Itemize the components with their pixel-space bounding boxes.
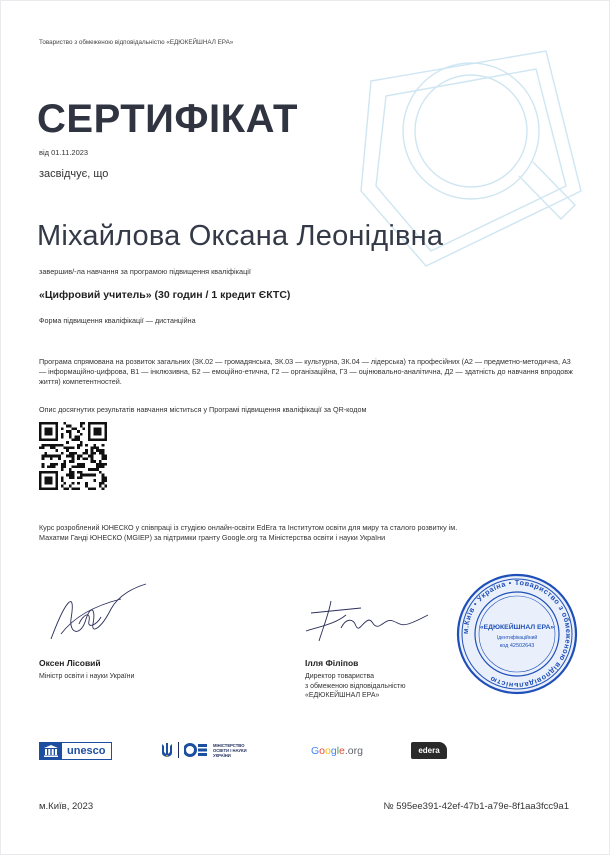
signatory-1-name: Оксен Лісовий: [39, 658, 101, 668]
google-wordmark: Google: [311, 745, 345, 757]
course-info: Курс розроблений ЮНЕСКО у співпраці із студією онлайн-освіти EdEra та Інститутом освіти для миру та сталого розвитку ім. Махатми Ганді ЮНЕСКО (MGIEP) за підтримки гранту Google.org та Міністерства освіти і науки України: [39, 523, 458, 542]
signatory-2-role-line3: «ЕДЮКЕЙШНАЛ ЕРА»: [305, 692, 380, 699]
unesco-temple-icon: [40, 743, 62, 759]
completed-text: завершив/-ла навчання за програмою підвищення кваліфікації: [39, 267, 251, 276]
city-year: м.Київ, 2023: [39, 801, 94, 812]
stamp-center-name: «ЕДЮКЕЙШНАЛ ЕРА»: [479, 624, 555, 631]
signatory-2-role-line1: Директор товариства: [305, 673, 375, 680]
ministry-divider: [178, 742, 179, 758]
official-stamp-icon: [455, 572, 579, 696]
signatory-2-role-line2: з обмеженою відповідальністю: [305, 682, 406, 690]
training-form: Форма підвищення кваліфікації — дистанційна: [39, 316, 196, 325]
certifies-text: засвідчує, що: [39, 168, 109, 180]
signature-2-icon: [301, 593, 431, 648]
qr-note: Опис досягнутих результатів навчання міститься у Програмі підвищення кваліфікації за QR-кодом: [39, 405, 367, 414]
qr-code[interactable]: [39, 422, 107, 490]
signatory-1-role: Міністр освіти і науки України: [39, 673, 135, 680]
ministry-wordmark: МІНІСТЕРСТВО ОСВІТИ І НАУКИ УКРАЇНИ: [213, 742, 247, 758]
google-org-suffix: .org: [344, 745, 363, 757]
organization-name: Товариство з обмеженою відповідальністю «ЕДЮКЕЙШНАЛ ЕРА»: [39, 39, 234, 46]
stamp-center-line2: Ідентифікаційний: [496, 635, 538, 641]
ministry-logo: [161, 742, 247, 758]
stamp-center-line3: код 42502643: [499, 643, 535, 649]
tryzub-icon: [161, 742, 173, 758]
unesco-logo: [39, 742, 112, 760]
google-org-logo: [311, 745, 363, 757]
edera-logo: edera: [411, 742, 447, 759]
stamp-outer-text: м.Київ • Україна • Товариство з обмеженою відповідальністю: [460, 577, 574, 691]
certificate-title: СЕРТИФІКАТ: [37, 97, 298, 141]
program-description: Програма спрямована на розвиток загальних (ЗК.02 — громадянська, ЗК.03 — культурна, ЗК.04 — лідерська) та професійних (А2 — предметно-методична, А3 — інформаційно-цифрова, В1 — інклюзивна, Б2 — емоційно-етична, Г2 — організаційна, Г3 — оцінювально-аналітична, Д2 — здатність до навчання впродовж життя) компетентностей.: [39, 357, 573, 386]
ministry-mark-icon: [184, 742, 208, 758]
program-title: «Цифровий учитель» (30 годин / 1 кредит ЄКТС): [39, 289, 291, 301]
recipient-name: Міхайлова Оксана Леонідівна: [37, 220, 444, 252]
signatory-2-name: Ілля Філіпов: [305, 658, 359, 668]
issue-date: від 01.11.2023: [39, 148, 89, 157]
signature-1-icon: [41, 579, 151, 654]
certificate-number: № 595ee391-42ef-47b1-a79e-8f1aa3fcc9a1: [383, 801, 569, 812]
unesco-wordmark: unesco: [67, 745, 106, 757]
